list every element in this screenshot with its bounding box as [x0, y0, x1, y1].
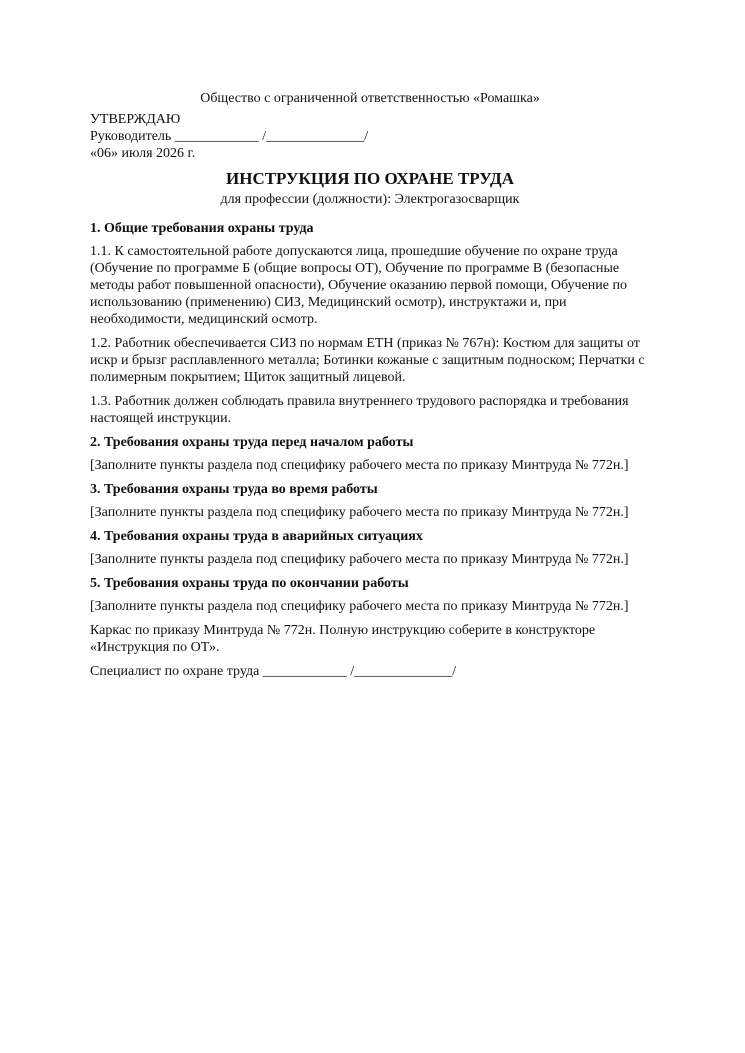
section-paragraph: [Заполните пункты раздела под специфику рабочего места по приказу Минтруда № 772н.] [90, 599, 629, 614]
section-paragraph: [Заполните пункты раздела под специфику рабочего места по приказу Минтруда № 772н.] [90, 552, 629, 567]
section-heading: 4. Требования охраны труда в аварийных ситуациях [90, 529, 423, 544]
section-heading: 1. Общие требования охраны труда [90, 221, 314, 236]
document-title: ИНСТРУКЦИЯ ПО ОХРАНЕ ТРУДА [226, 169, 514, 188]
section-paragraph: [Заполните пункты раздела под специфику рабочего места по приказу Минтруда № 772н.] [90, 505, 629, 520]
document-page [90, 90, 650, 680]
section-heading: 5. Требования охраны труда по окончании работы [90, 576, 409, 591]
document-subtitle: для профессии (должности): Электрогазосварщик [220, 192, 520, 207]
section-paragraph: 1.2. Работник обеспечивается СИЗ по нормам ЕТН (приказ № 767н): Костюм для защиты от искр и брызг расплавленного металла; Ботинки кожаные с защитным подноском; Перчатки с полимерным покрытием; Щиток защитный лицевой. [90, 336, 645, 385]
approval-label: УТВЕРЖДАЮ [90, 112, 181, 127]
approval-signer-line: Руководитель ____________ /______________/ [90, 129, 369, 144]
section-after-work [90, 575, 650, 615]
organization-name: Общество с ограниченной ответственностью «Ромашка» [200, 91, 540, 106]
section-heading: 2. Требования охраны труда перед началом работы [90, 435, 414, 450]
approval-date: «06» июля 2026 г. [90, 146, 196, 161]
section-emergency [90, 528, 650, 568]
approval-block [90, 111, 650, 162]
section-paragraph: 1.3. Работник должен соблюдать правила внутреннего трудового распорядка и требования настоящей инструкции. [90, 394, 629, 426]
section-before-work [90, 434, 650, 474]
section-during-work [90, 481, 650, 521]
section-paragraph: 1.1. К самостоятельной работе допускаются лица, прошедшие обучение по охране труда (Обучение по программе Б (общие вопросы ОТ), Обучение по программе В (безопасные методы работ повышенной опасности), Обучение оказанию первой помощи, Обучение по использованию (применению) СИЗ, Медицинский осмотр), инструктажи и, при необходимости, медицинский осмотр. [90, 244, 627, 327]
footer-note: Каркас по приказу Минтруда № 772н. Полную инструкцию соберите в конструкторе «Инструкция по ОТ». [90, 623, 596, 655]
section-heading: 3. Требования охраны труда во время работы [90, 482, 378, 497]
section-paragraph: [Заполните пункты раздела под специфику рабочего места по приказу Минтруда № 772н.] [90, 458, 629, 473]
section-general [90, 220, 650, 427]
specialist-signature-line: Специалист по охране труда ____________ /______________/ [90, 664, 457, 679]
